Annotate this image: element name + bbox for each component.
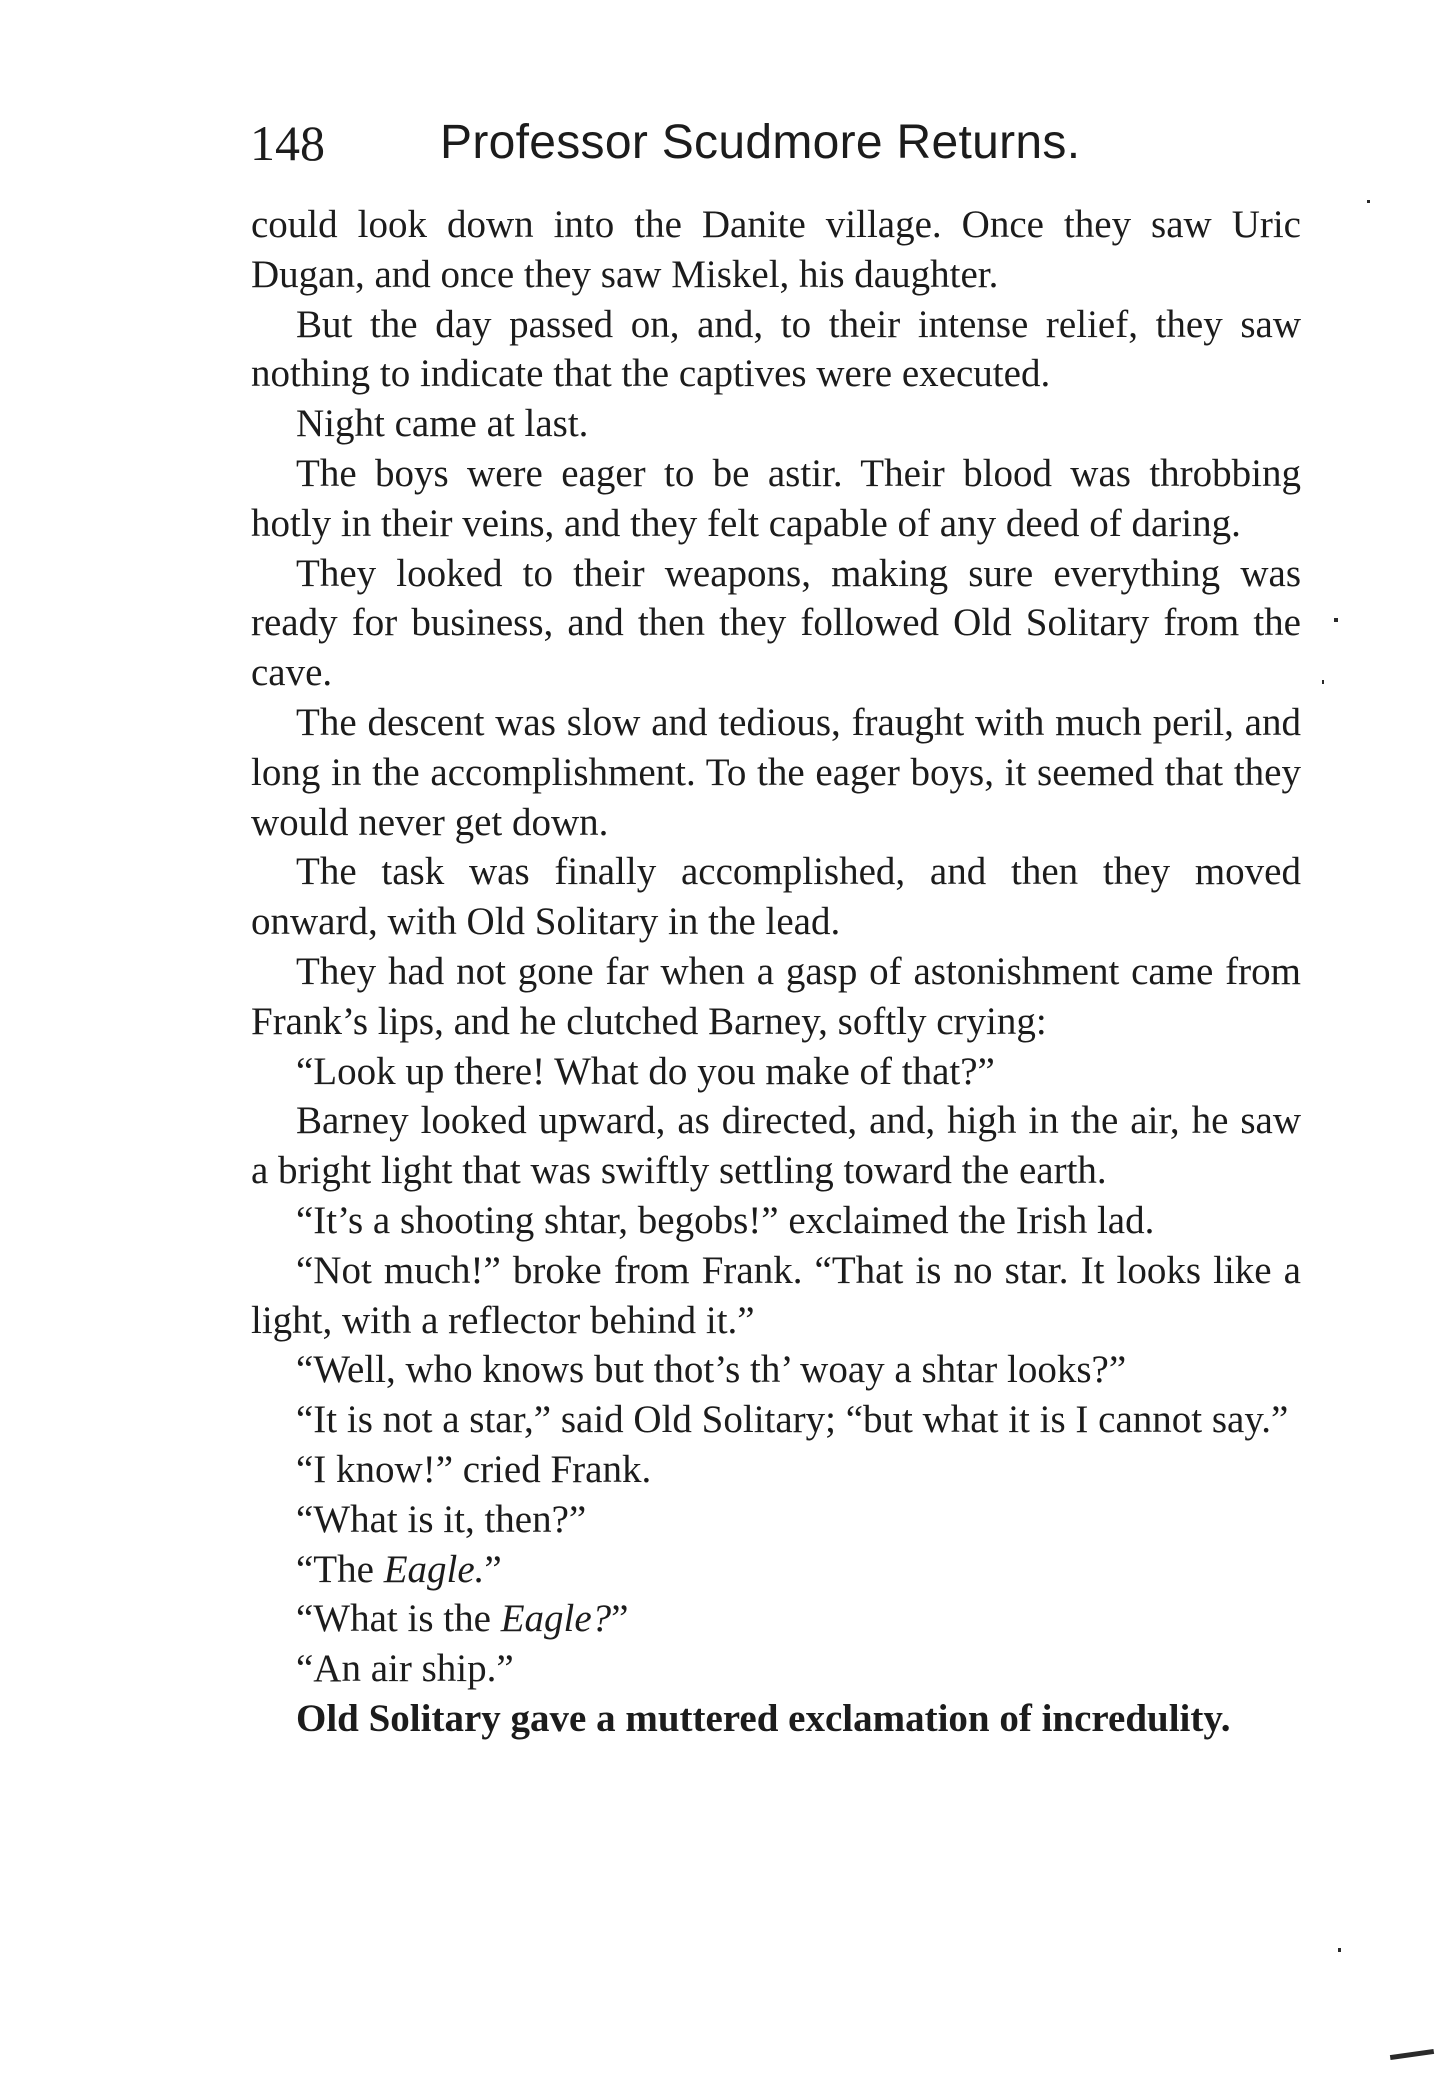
- paragraph: But the day passed on, and, to their intense relief, they saw nothing to indicate that the captives were executed.: [251, 302, 1301, 396]
- paragraph-text: “The: [296, 1547, 384, 1591]
- paragraph: “An air ship.”: [296, 1647, 514, 1691]
- paragraph: “Well, who knows but thot’s th’ woay a shtar looks?”: [296, 1348, 1127, 1392]
- paragraph: “It is not a star,” said Old Solitary; “but what it is I cannot say.”: [296, 1398, 1289, 1442]
- paragraph-text: ”: [611, 1597, 629, 1641]
- paragraph: Old Solitary gave a muttered exclamation of incredulity.: [296, 1696, 1231, 1740]
- paragraph: The descent was slow and tedious, fraught with much peril, and long in the accomplishment. To the eager boys, it seemed that they would never get down.: [251, 700, 1301, 844]
- paragraph: “Look up there! What do you make of that?”: [296, 1049, 995, 1093]
- paragraph: “What is it, then?”: [296, 1497, 587, 1541]
- paragraph-text: “What is the: [296, 1597, 501, 1641]
- ship-name-italic: Eagle?: [500, 1597, 612, 1641]
- paragraph: The boys were eager to be astir. Their blood was throbbing hotly in their veins, and they felt capable of any deed of daring.: [251, 451, 1301, 545]
- paragraph: Night came at last.: [296, 402, 589, 446]
- paragraph: “Not much!” broke from Frank. “That is no star. It looks like a light, with a reflector behind it.”: [251, 1248, 1301, 1342]
- scan-speck: [1390, 2049, 1434, 2060]
- paragraph: Barney looked upward, as directed, and, high in the air, he saw a bright light that was swiftly settling toward the earth.: [251, 1099, 1301, 1193]
- body-text: [251, 200, 1301, 1744]
- paragraph-text: ”: [484, 1547, 502, 1591]
- paragraph: The task was finally accomplished, and then they moved onward, with Old Solitary in the lead.: [251, 850, 1301, 944]
- page-header: [250, 108, 1300, 178]
- scan-speck: [1334, 618, 1338, 622]
- page-number: 148: [250, 115, 325, 171]
- ship-name-italic: Eagle.: [383, 1547, 485, 1591]
- paragraph: They looked to their weapons, making sure everything was ready for business, and then they followed Old Solitary from the cave.: [251, 551, 1301, 695]
- paragraph: [251, 1594, 1301, 1644]
- scan-speck: [1367, 200, 1370, 203]
- running-title: Professor Scudmore Returns.: [440, 116, 1081, 169]
- paragraph: They had not gone far when a gasp of astonishment came from Frank’s lips, and he clutched Barney, softly crying:: [251, 949, 1301, 1043]
- scan-speck: [1338, 1948, 1341, 1952]
- paragraph: “I know!” cried Frank.: [296, 1447, 652, 1491]
- scan-speck: [1322, 680, 1324, 684]
- paragraph: [251, 1545, 1301, 1595]
- paragraph: “It’s a shooting shtar, begobs!” exclaimed the Irish lad.: [296, 1198, 1155, 1242]
- paragraph: could look down into the Danite village. Once they saw Uric Dugan, and once they saw Miskel, his daughter.: [251, 203, 1301, 296]
